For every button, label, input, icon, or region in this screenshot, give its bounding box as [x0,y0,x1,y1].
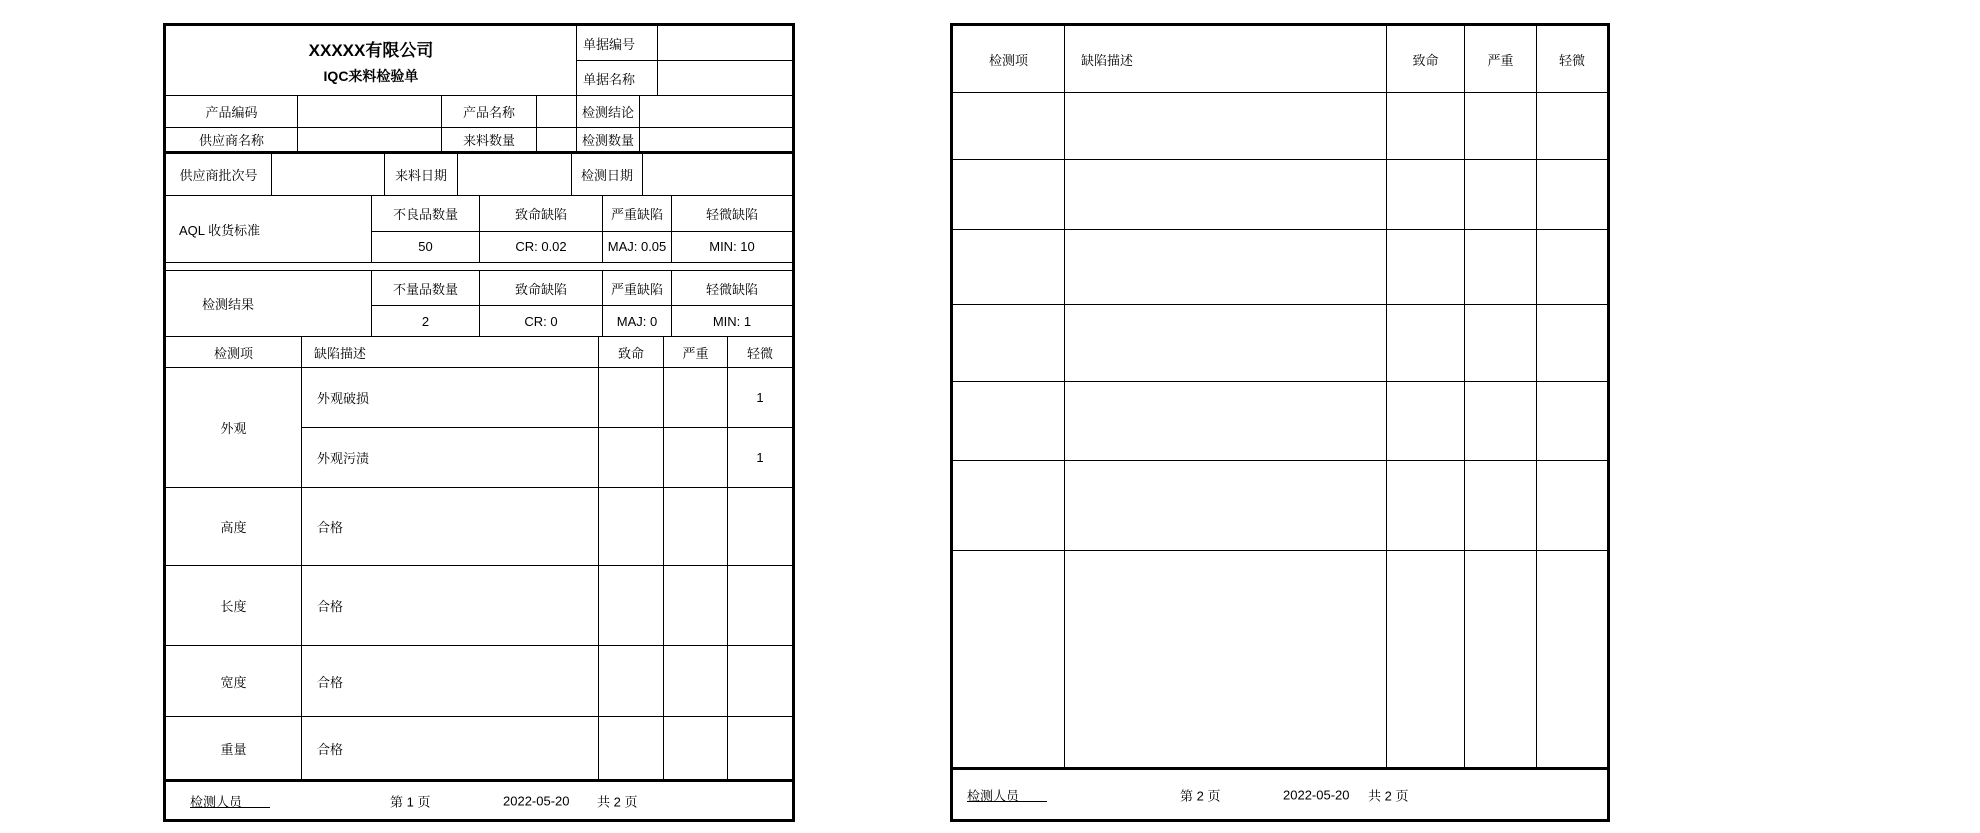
minor-count: 1 [756,450,764,465]
critical-count [599,566,664,645]
aql-section [166,196,792,263]
page-footer [953,767,1607,819]
form-title: IQC来料检验单 [323,67,419,84]
page-2 [950,23,1610,822]
minor-count [728,646,792,716]
defect-desc: 合格 [302,566,599,645]
critical-count [599,488,664,565]
product-code-value [298,96,442,127]
result-minor-header: 轻微缺陷 [705,281,758,297]
supplier-name-value [298,128,442,151]
item-name: 重量 [166,717,302,779]
supplier-batch-label: 供应商批次号 [166,154,272,195]
major-count [664,488,728,565]
items-table-header [953,26,1607,93]
table-row [953,305,1607,382]
aql-standard-label: AQL 收货标准 [166,196,372,262]
result-defective-qty-header: 不量品数量 [372,271,480,305]
inspect-conclusion-value [640,96,792,127]
critical-count [599,428,664,487]
major-count [664,717,728,779]
minor-col-header: 轻微 [746,345,773,361]
inspector-label: 检测人员 [967,788,1020,803]
item-group-width [166,646,792,717]
info-row-product [166,96,792,128]
critical-count [599,368,664,427]
critical-defect-header: 致命缺陷 [480,196,603,231]
result-critical-header: 致命缺陷 [480,271,603,305]
defect-desc: 外观破损 [302,368,599,427]
inspect-conclusion-label: 检测结论 [577,96,640,127]
item-group-appearance [166,368,792,488]
signature-line [967,788,1047,802]
minor-col-header: 轻微 [1558,52,1585,68]
critical-col-header: 致命 [1387,26,1465,92]
critical-col-header: 致命 [599,337,664,367]
item-name: 高度 [166,488,302,565]
item-col-header: 检测项 [953,26,1065,92]
company-name: XXXXX有限公司 [308,40,434,60]
incoming-date-label: 来料日期 [385,154,458,195]
total-pages: 共 2 页 [1368,788,1409,803]
table-row [302,368,792,428]
defect-desc: 外观污渍 [302,428,599,487]
inspect-date-value [643,154,792,195]
doc-name-label: 单据名称 [577,61,658,95]
minor-count [728,566,792,645]
major-count [664,646,728,716]
table-row [953,461,1607,551]
table-row [953,160,1607,230]
minor-count [728,717,792,779]
item-col-header: 检测项 [166,337,302,367]
critical-defect-value: CR: 0.02 [480,232,603,263]
item-group-length [166,566,792,646]
doc-fields [577,26,792,95]
item-group-weight [166,717,792,779]
product-name-label: 产品名称 [442,96,537,127]
incoming-date-value [458,154,572,195]
supplier-batch-value [272,154,385,195]
critical-count [599,646,664,716]
major-count [664,428,728,487]
major-defect-value: MAJ: 0.05 [603,232,672,263]
table-row [302,428,792,487]
page-1 [163,23,795,822]
section-divider [166,263,792,271]
minor-defect-header: 轻微缺陷 [705,206,758,222]
incoming-qty-value [537,128,577,151]
page-footer [166,779,792,819]
item-name: 外观 [166,368,302,487]
item-name: 宽度 [166,646,302,716]
major-col-header: 严重 [664,337,728,367]
major-count [664,368,728,427]
doc-number-value [658,26,792,60]
supplier-name-label: 供应商名称 [166,128,298,151]
result-section [166,271,792,337]
inspect-qty-label: 检测数量 [577,128,640,151]
doc-name-value [658,61,792,95]
minor-count [728,488,792,565]
table-row [953,382,1607,461]
result-major-header: 严重缺陷 [603,271,672,305]
page-number: 第 2 页 [1180,788,1221,803]
table-row [953,93,1607,160]
doc-number-label: 单据编号 [577,26,658,60]
total-pages: 共 2 页 [597,794,638,809]
title-cell [166,26,577,95]
info-row-batch [166,154,792,196]
result-major-value: MAJ: 0 [603,306,672,336]
table-row [953,551,1607,767]
inspector-label: 检测人员 [190,794,243,809]
minor-count: 1 [756,390,764,405]
info-row-supplier [166,128,792,154]
product-name-value [537,96,577,127]
defect-desc-col-header: 缺陷描述 [302,337,599,367]
result-critical-value: CR: 0 [480,306,603,336]
items-table-header [166,337,792,368]
product-code-label: 产品编码 [166,96,298,127]
minor-defect-value: MIN: 10 [709,239,755,255]
defect-desc: 合格 [302,646,599,716]
defective-qty-value: 50 [372,232,480,263]
item-name: 长度 [166,566,302,645]
signature-line [190,794,270,808]
table-row [953,230,1607,305]
result-label: 检测结果 [166,271,372,336]
major-defect-header: 严重缺陷 [603,196,672,231]
result-minor-value: MIN: 1 [712,313,752,329]
major-count [664,566,728,645]
inspect-qty-value [640,128,792,151]
incoming-qty-label: 来料数量 [442,128,537,151]
footer-date: 2022-05-20 [503,793,570,808]
defect-desc: 合格 [302,488,599,565]
major-col-header: 严重 [1465,26,1537,92]
defect-desc: 合格 [302,717,599,779]
item-group-height [166,488,792,566]
result-defective-qty-value: 2 [372,306,480,336]
critical-count [599,717,664,779]
defective-qty-header: 不良品数量 [372,196,480,231]
footer-date: 2022-05-20 [1283,787,1350,802]
title-block [166,26,792,96]
inspect-date-label: 检测日期 [572,154,643,195]
defect-desc-col-header: 缺陷描述 [1065,26,1387,92]
page-number: 第 1 页 [390,794,431,809]
